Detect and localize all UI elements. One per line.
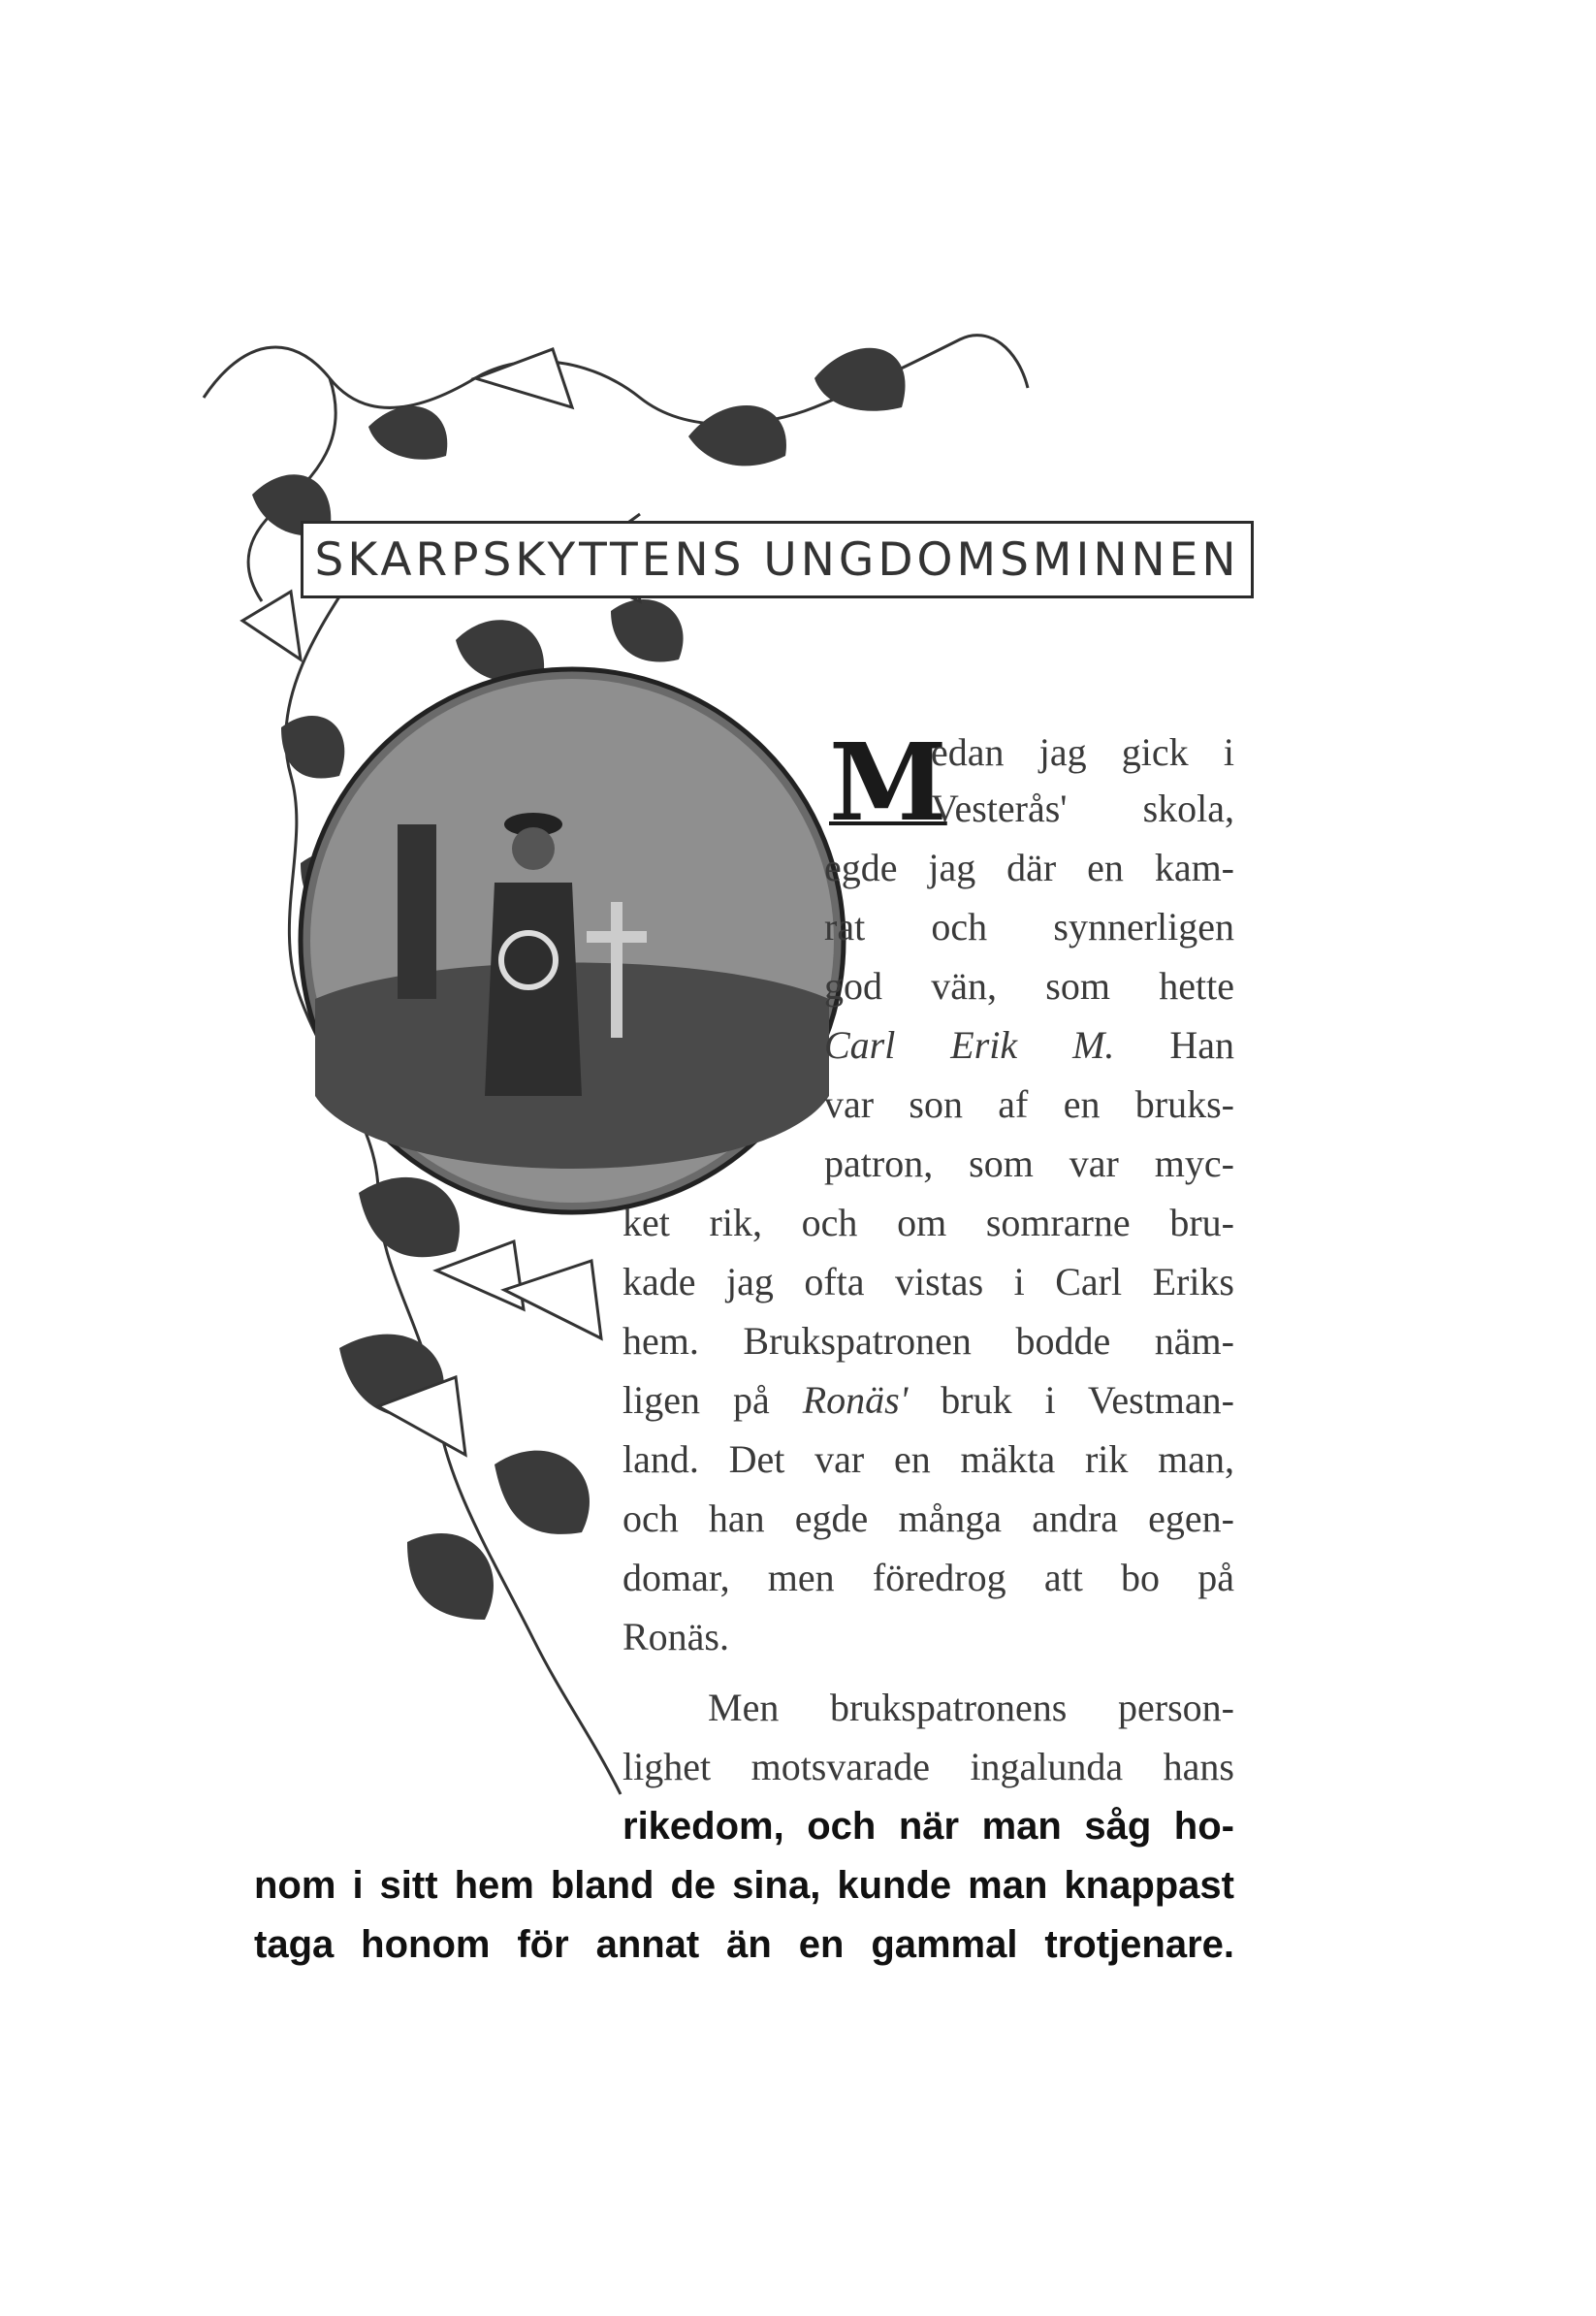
text-line-15: domar, men föredrog att bo på [622,1556,1234,1599]
text-line-7: var son af en bruks- [824,1082,1234,1126]
text-line-21: taga honom för annat än en gammal trotjenare. [254,1923,1234,1966]
text-line-11: hem. Brukspatronen bodde näm- [622,1319,1234,1363]
text-line-9: ket rik, och om somrarne bru- [622,1201,1234,1244]
text-line-17: Men brukspatronens person- [708,1686,1234,1729]
text-line-16: Ronäs. [622,1615,729,1658]
text-line-20: nom i sitt hem bland de sina, kunde man knappast [254,1864,1234,1907]
text-line-12-italic: Ronäs' [802,1378,909,1422]
text-line-3: egde jag där en kam- [824,846,1234,889]
text-line-4: rat och synnerligen [824,905,1234,949]
drop-cap: M [829,720,947,845]
text-line-6-rest: Han [1114,1023,1234,1067]
text-line-10: kade jag ofta vistas i Carl Eriks [622,1260,1234,1303]
text-line-12 [622,1377,1234,1424]
text-line-18: lighet motsvarade ingalunda hans [622,1745,1234,1788]
text-line-1: edan jag gick i [931,730,1234,774]
text-line-2: Vesterås' skola, [931,787,1234,830]
page-title: SKARPSKYTTENS UNGDOMSMINNEN [301,521,1254,598]
text-line-6-italic: Carl Erik M. [824,1023,1115,1067]
text-line-6 [824,1022,1234,1069]
text-line-5: god vän, som hette [824,964,1234,1008]
text-line-13: land. Det var en mäkta rik man, [622,1437,1234,1481]
text-line-19: rikedom, och när man såg ho- [622,1805,1234,1848]
text-line-14: och han egde många andra egen- [622,1496,1234,1540]
text-line-12-start: ligen på [622,1378,803,1422]
text-line-8: patron, som var myc- [824,1142,1234,1185]
text-line-12-rest: bruk i Vestman- [908,1378,1234,1422]
